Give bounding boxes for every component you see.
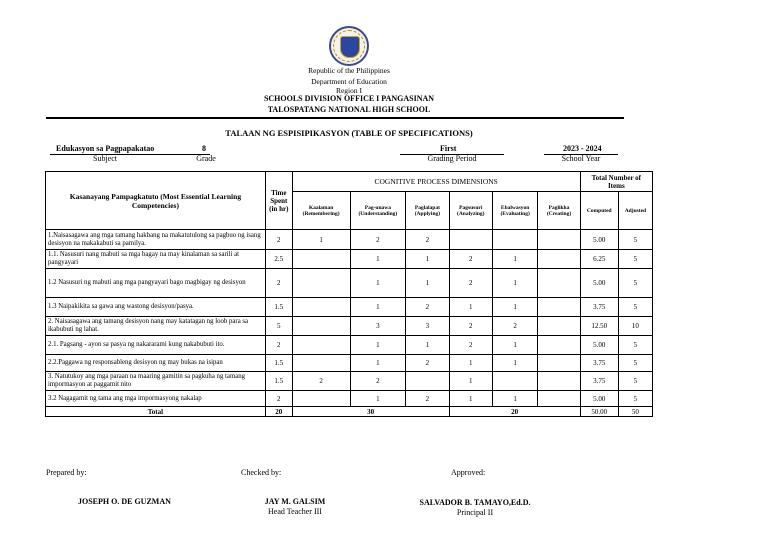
analyzing-cell: 1 <box>449 372 492 391</box>
period-label: Grading Period <box>427 154 477 163</box>
analyzing-cell: 1 <box>449 391 492 407</box>
table-row <box>46 355 653 372</box>
competency-cell: 1.Naisasagawa ang mga tamang hakbang na makatutulong sa pagbuo ng isang desisyon na makakabuti sa pamilya. <box>46 230 266 250</box>
understanding-cell: 1 <box>350 336 406 355</box>
applying-cell: 1 <box>406 250 449 269</box>
adjusted-header: Adjusted <box>618 192 652 230</box>
evaluating-cell: 1 <box>492 391 537 407</box>
applying-cell: 2 <box>406 230 449 250</box>
evaluating-cell <box>492 372 537 391</box>
approver-name: SALVADOR B. TAMAYO,Ed.D. <box>419 498 531 507</box>
table-row <box>46 317 653 336</box>
adjusted-cell: 5 <box>618 250 652 269</box>
time-header: Time Spent (in hr) <box>265 172 292 230</box>
time-cell: 2 <box>265 336 292 355</box>
understanding-cell: 1 <box>350 355 406 372</box>
remembering-cell <box>292 269 350 298</box>
remembering-cell: 1 <box>292 230 350 250</box>
creating-cell <box>538 250 580 269</box>
total-merged-left: 30 <box>292 407 449 417</box>
dim-remembering: Kaalaman (Remembering) <box>292 192 350 230</box>
total-time: 20 <box>265 407 292 417</box>
table-row <box>46 391 653 407</box>
competency-cell: 2.2.Paggawa ng responsableng desisyon ng may bukas na isipan <box>46 355 266 372</box>
creating-cell <box>538 298 580 317</box>
region-text: Region I <box>335 86 363 95</box>
understanding-cell: 1 <box>350 250 406 269</box>
computed-cell: 3.75 <box>580 355 618 372</box>
adjusted-cell: 5 <box>618 336 652 355</box>
creating-cell <box>538 372 580 391</box>
division-text: SCHOOLS DIVISION OFFICE I PANGASINAN <box>263 94 435 103</box>
adjusted-cell: 5 <box>618 391 652 407</box>
applying-cell: 2 <box>406 355 449 372</box>
subject-label: Subject <box>93 154 117 163</box>
total-row <box>46 407 653 417</box>
table-row <box>46 336 653 355</box>
applying-cell <box>406 372 449 391</box>
adjusted-cell: 5 <box>618 298 652 317</box>
year-value: 2023 - 2024 <box>563 144 602 153</box>
grade-label: Grade <box>196 154 216 163</box>
period-value: First <box>440 144 457 153</box>
dim-applying: Paglalapat (Applying) <box>406 192 449 230</box>
applying-cell: 1 <box>406 336 449 355</box>
competency-cell: 2. Naisasagawa ang tamang desisyon nang may katatagan ng loob para sa ikabubuti ng lahat. <box>46 317 266 336</box>
creating-cell <box>538 317 580 336</box>
total-label: Total <box>46 407 266 417</box>
remembering-cell <box>292 250 350 269</box>
competency-cell: 1.1. Nasusuri nang mabuti sa mga bagay na may kinalaman sa sarili at pangyayari <box>46 250 266 269</box>
total-computed: 50.00 <box>580 407 618 417</box>
creating-cell <box>538 391 580 407</box>
analyzing-cell: 1 <box>449 355 492 372</box>
computed-cell: 5.00 <box>580 336 618 355</box>
approver-title: Principal II <box>456 508 494 517</box>
creating-cell <box>538 336 580 355</box>
time-cell: 2 <box>265 269 292 298</box>
time-cell: 2 <box>265 391 292 407</box>
grade-value: 8 <box>202 144 206 153</box>
understanding-cell: 1 <box>350 298 406 317</box>
time-cell: 2 <box>265 230 292 250</box>
evaluating-cell: 1 <box>492 298 537 317</box>
tos-table <box>45 171 653 417</box>
checker-title: Head Teacher III <box>268 507 322 516</box>
computed-cell: 12.50 <box>580 317 618 336</box>
analyzing-cell <box>449 230 492 250</box>
table-row <box>46 269 653 298</box>
header-divider <box>46 117 624 119</box>
adjusted-cell: 5 <box>618 372 652 391</box>
evaluating-cell: 1 <box>492 336 537 355</box>
prepared-label: Prepared by: <box>46 468 87 477</box>
analyzing-cell: 2 <box>449 317 492 336</box>
computed-cell: 5.00 <box>580 269 618 298</box>
analyzing-cell: 1 <box>449 298 492 317</box>
computed-cell: 3.75 <box>580 372 618 391</box>
subject-value: Edukasyon sa Pagpapakatao <box>56 144 155 153</box>
understanding-cell: 3 <box>350 317 406 336</box>
remembering-cell: 2 <box>292 372 350 391</box>
table-row <box>46 372 653 391</box>
competency-cell: 3. Natutukoy ang mga paraan na maaring gamitin sa pagkuha ng tamang impormasyon at paggamit nito <box>46 372 266 391</box>
table-row <box>46 230 653 250</box>
dim-analyzing: Pagsusuri (Analyzing) <box>449 192 492 230</box>
applying-cell: 2 <box>406 391 449 407</box>
applying-cell: 2 <box>406 298 449 317</box>
creating-cell <box>538 269 580 298</box>
school-text: TALOSPATANG NATIONAL HIGH SCHOOL <box>267 105 431 114</box>
competency-cell: 3.2 Nagagamit ng tama ang mga impormasyong nakalap <box>46 391 266 407</box>
year-label: School Year <box>561 154 601 163</box>
competency-cell: 1.3 Naipakikita sa gawa ang wastong desisyon/pasya. <box>46 298 266 317</box>
time-cell: 1.5 <box>265 355 292 372</box>
time-cell: 1.5 <box>265 298 292 317</box>
evaluating-cell <box>492 230 537 250</box>
remembering-cell <box>292 298 350 317</box>
remembering-cell <box>292 355 350 372</box>
remembering-cell <box>292 391 350 407</box>
understanding-cell: 2 <box>350 230 406 250</box>
competency-cell: 1.2 Nasusuri ng mabuti ang mga pangyayari bago magbigay ng desisyon <box>46 269 266 298</box>
creating-cell <box>538 355 580 372</box>
competency-header: Kasanayang Pampagkatuto (Most Essential Learning Competencies) <box>46 172 266 230</box>
adjusted-cell: 10 <box>618 317 652 336</box>
adjusted-cell: 5 <box>618 230 652 250</box>
checked-label: Checked by: <box>241 468 282 477</box>
competency-cell: 2.1. Pagsang - ayon sa pasya ng nakararami kung nakabubuti ito. <box>46 336 266 355</box>
time-cell: 5 <box>265 317 292 336</box>
analyzing-cell: 2 <box>449 250 492 269</box>
evaluating-cell: 1 <box>492 355 537 372</box>
applying-cell: 1 <box>406 269 449 298</box>
understanding-cell: 1 <box>350 269 406 298</box>
deped-seal-icon <box>329 26 369 66</box>
adjusted-cell: 5 <box>618 355 652 372</box>
computed-header: Computed <box>580 192 618 230</box>
computed-cell: 5.00 <box>580 391 618 407</box>
analyzing-cell: 2 <box>449 336 492 355</box>
table-row <box>46 250 653 269</box>
computed-cell: 6.25 <box>580 250 618 269</box>
time-cell: 2.5 <box>265 250 292 269</box>
evaluating-cell: 1 <box>492 250 537 269</box>
checker-name: JAY M. GALSIM <box>264 497 326 506</box>
evaluating-cell: 2 <box>492 317 537 336</box>
total-items-header: Total Number of Items <box>580 172 652 192</box>
table-row <box>46 298 653 317</box>
preparer-name: JOSEPH O. DE GUZMAN <box>78 497 171 506</box>
dim-understanding: Pag-unawa (Understanding) <box>350 192 406 230</box>
understanding-cell: 1 <box>350 391 406 407</box>
page-title: TALAAN NG ESPISIPIKASYON (TABLE OF SPECIFICATIONS) <box>225 128 473 138</box>
creating-cell <box>538 230 580 250</box>
republic-text: Republic of the Philippines <box>308 66 390 75</box>
department-text: Department of Education <box>311 77 387 86</box>
dim-evaluating: Ebalwasyon (Evaluating) <box>492 192 537 230</box>
understanding-cell: 2 <box>350 372 406 391</box>
cognitive-header: COGNITIVE PROCESS DIMENSIONS <box>292 172 580 192</box>
time-cell: 1.5 <box>265 372 292 391</box>
computed-cell: 3.75 <box>580 298 618 317</box>
total-merged-right: 20 <box>449 407 580 417</box>
approved-label: Approved: <box>451 468 486 477</box>
total-adjusted: 50 <box>618 407 652 417</box>
analyzing-cell: 2 <box>449 269 492 298</box>
remembering-cell <box>292 317 350 336</box>
applying-cell: 3 <box>406 317 449 336</box>
adjusted-cell: 5 <box>618 269 652 298</box>
evaluating-cell: 1 <box>492 269 537 298</box>
remembering-cell <box>292 336 350 355</box>
dim-creating: Paglikha (Creating) <box>538 192 580 230</box>
computed-cell: 5.00 <box>580 230 618 250</box>
